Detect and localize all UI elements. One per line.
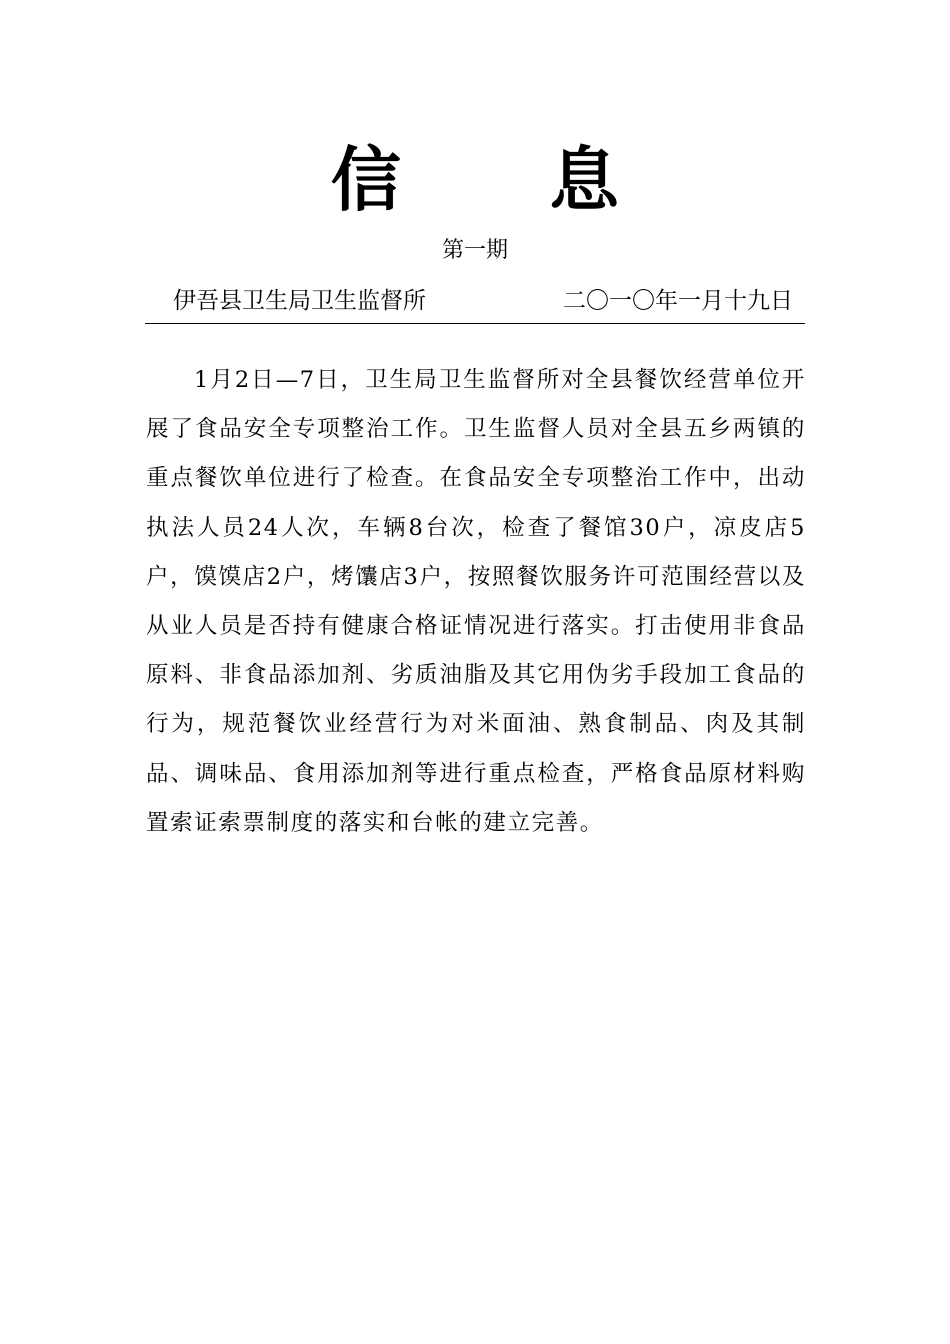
issuer-name: 伊吾县卫生局卫生监督所 (173, 288, 426, 314)
body-paragraph: 1月2日—7日，卫生局卫生监督所对全县餐饮经营单位开展了食品安全专项整治工作。卫生监督人员对全县五乡两镇的重点餐饮单位进行了检查。在食品安全专项整治工作中，出动执法人员24人次，车辆8台次，检查了餐馆30户，凉皮店5户，馍馍店2户，烤馕店3户，按照餐饮服务许可范围经营以及从业人员是否持有健康合格证情况进行落实。打击使用非食品原料、非食品添加剂、劣质油脂及其它用伪劣手段加工食品的行为，规范餐饮业经营行为对米面油、熟食制品、肉及其制品、调味品、食用添加剂等进行重点检查，严格食品原材料购置索证索票制度的落实和台帐的建立完善。 (146, 367, 806, 836)
issuer-date-row (145, 285, 805, 324)
issue-date: 二〇一〇年一月十九日 (563, 288, 793, 314)
issue-number: 第一期 (441, 238, 508, 263)
document-title: 信 息 (330, 138, 682, 221)
